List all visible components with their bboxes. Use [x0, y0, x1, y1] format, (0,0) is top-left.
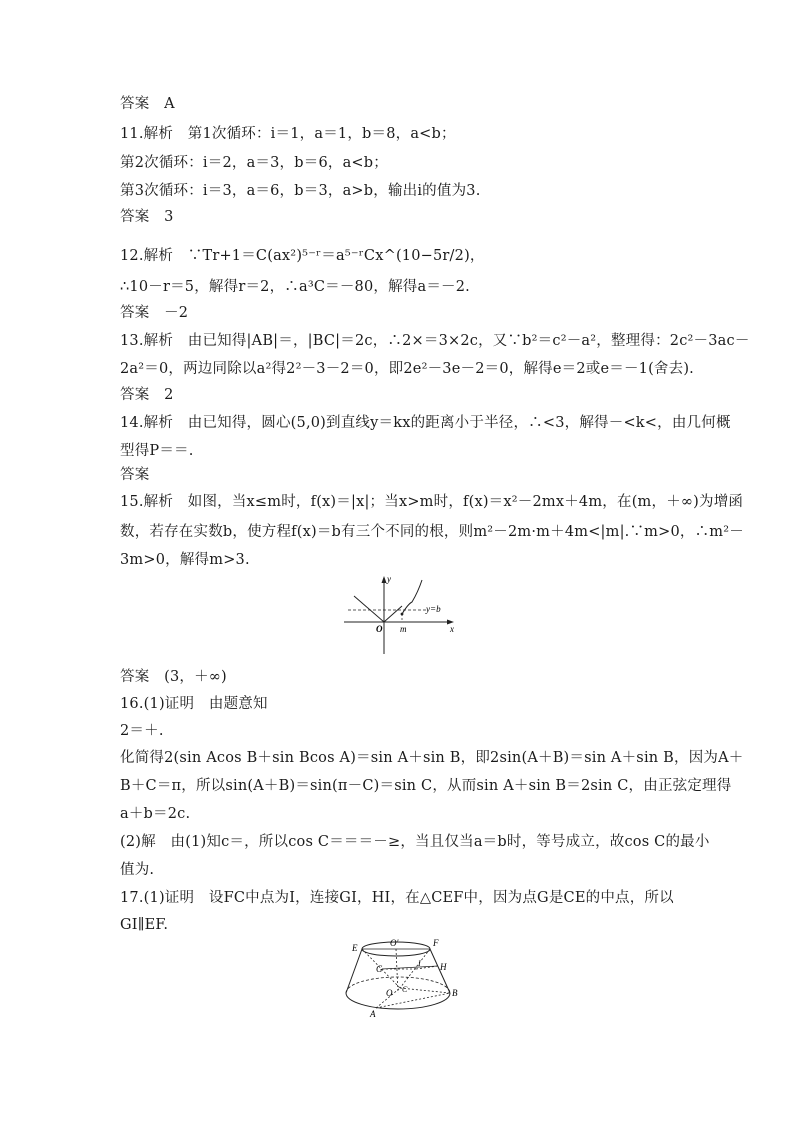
text-line: 2＝＋.: [120, 723, 164, 739]
text-line: B＋C＝π，所以sin(A＋B)＝sin(π－C)＝sin C，从而sin A＋sin B＝2sin C，由正弦定理得: [120, 778, 732, 794]
y-eq-b-label: y=b: [426, 604, 441, 614]
label-o: O: [386, 988, 393, 998]
text-line: a＋b＝2c.: [120, 806, 191, 822]
label-c: C: [402, 985, 408, 994]
text-line: GI∥EF.: [120, 917, 169, 933]
text-line: ∴10－r＝5，解得r＝2，∴a³C＝－80，解得a＝－2.: [120, 279, 470, 295]
text-line: 数，若存在实数b，使方程f(x)＝b有三个不同的根，则m²－2m·m＋4m<|m|.∵m>0，∴m²－: [120, 524, 744, 540]
segment-cb: [400, 988, 450, 993]
answer-line-a: 答案 A: [120, 96, 175, 112]
origin-label: O: [376, 624, 383, 634]
label-o-prime: O′: [390, 938, 399, 948]
text-line: 化简得2(sin Acos B＋sin Bcos A)＝sin A＋sin B，即2sin(A＋B)＝sin A＋sin B，因为A＋: [120, 750, 744, 766]
text-line: 型得P＝＝.: [120, 443, 194, 459]
text-line: (2)解 由(1)知c＝，所以cos C＝＝＝－≥，当且仅当a＝b时，等号成立，故cos C的最小: [120, 834, 710, 850]
text-line: 第2次循环：i＝2，a＝3，b＝6，a<b；: [120, 155, 388, 171]
text-line: 3m>0，解得m>3.: [120, 552, 250, 568]
text-line: 2a²＝0，两边同除以a²得2²－3－2＝0，即2e²－3e－2＝0，解得e＝2或e＝－1(舍去).: [120, 361, 694, 377]
label-a: A: [370, 1009, 376, 1019]
left-generatrix: [346, 949, 362, 993]
label-g: G: [376, 964, 383, 974]
label-f: F: [433, 938, 439, 948]
text-line: 13.解析 由已知得|AB|＝，|BC|＝2c，∴2×＝3×2c，又∵b²＝c²－a²，整理得：2c²－3ac－: [120, 333, 750, 349]
text-line: 12.解析 ∵Tr+1＝C(ax²)⁵⁻ʳ＝a⁵⁻ʳCx^(10−5r/2)，: [120, 248, 485, 264]
text-line: 11.解析 第1次循环：i＝1，a＝1，b＝8，a<b；: [120, 126, 456, 142]
bottom-circle-front: [346, 993, 450, 1009]
text-line: 15.解析 如图，当x≤m时，f(x)＝|x|；当x>m时，f(x)＝x²－2mx＋4m，在(m，＋∞)为增函: [120, 494, 744, 510]
text-line: 17.(1)证明 设FC中点为I，连接GI，HI，在△CEF中，因为点G是CE的中点，所以: [120, 890, 674, 906]
label-h: H: [440, 962, 447, 972]
text-line: 第3次循环：i＝3，a＝6，b＝3，a>b，输出i的值为3.: [120, 183, 481, 199]
label-e: E: [352, 943, 358, 953]
frustum-figure: [340, 938, 470, 1020]
abs-value-branch: [354, 596, 402, 622]
answer-line: 答案: [120, 467, 150, 483]
label-b: B: [452, 988, 458, 998]
m-label: m: [400, 624, 407, 634]
piecewise-function-graph: [340, 574, 460, 658]
y-axis-label: y: [387, 574, 391, 584]
y-axis-arrow: [382, 576, 387, 583]
answer-line: 答案 3: [120, 209, 174, 225]
x-axis-label: x: [450, 624, 454, 634]
text-line: 值为.: [120, 862, 155, 878]
text-line: 16.(1)证明 由题意知: [120, 696, 268, 712]
answer-line: 答案 (3，＋∞): [120, 669, 227, 685]
answer-line: 答案 2: [120, 387, 174, 403]
text-line: 14.解析 由已知得，圆心(5,0)到直线y＝kx的距离小于半径，∴<3，解得－<k<，由几何概: [120, 415, 731, 431]
label-i: I: [418, 959, 421, 968]
parabola-branch: [402, 580, 422, 614]
answer-line: 答案 －2: [120, 305, 189, 321]
